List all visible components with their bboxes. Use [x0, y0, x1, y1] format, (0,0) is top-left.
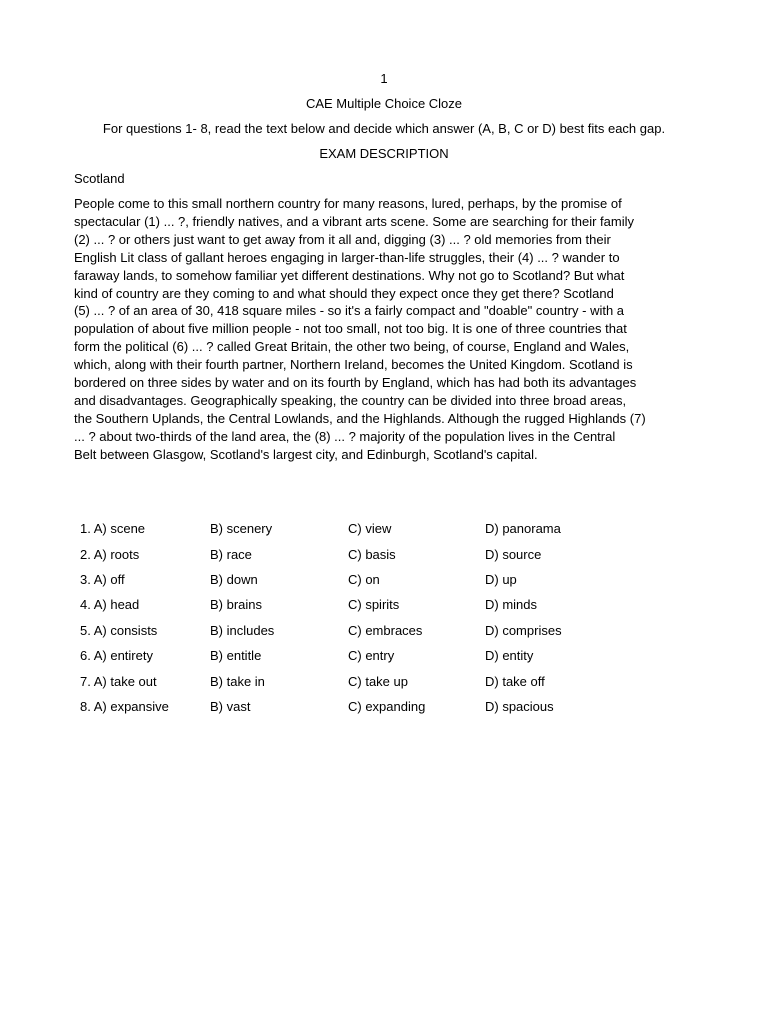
- passage-line: (2) ... ? or others just want to get away from it all and, digging (3) ... ? old memories from their: [74, 231, 611, 247]
- passage-line: English Lit class of gallant heroes engaging in larger-than-life struggles, their (4) ... ? wander to: [74, 249, 620, 265]
- option-c: C) embraces: [348, 622, 423, 638]
- option-c: C) spirits: [348, 597, 400, 613]
- option-c: C) on: [348, 571, 380, 587]
- passage-line: Belt between Glasgow, Scotland's largest city, and Edinburgh, Scotland's capital.: [74, 446, 538, 462]
- option-a: 7. A) take out: [80, 673, 157, 689]
- passage-line: faraway lands, to somehow familiar yet different destinations. Why not go to Scotland? But what: [74, 267, 625, 283]
- answer-row: [80, 618, 605, 643]
- passage-line: kind of country are they coming to and what should they expect once they get there? Scotland: [74, 285, 614, 301]
- passage-line: spectacular (1) ... ?, friendly natives, and a vibrant arts scene. Some are searching for their family: [74, 213, 634, 229]
- passage-line: which, along with their fourth partner, Northern Ireland, becomes the United Kingdom. Scotland is: [74, 357, 633, 373]
- option-b: B) entitle: [210, 648, 262, 664]
- option-b: B) race: [210, 546, 252, 562]
- option-d: D) minds: [485, 597, 538, 613]
- option-b: B) down: [210, 571, 258, 587]
- answer-row: [80, 567, 605, 592]
- passage-line: form the political (6) ... ? called Great Britain, the other two being, of course, England and Wales,: [74, 339, 630, 355]
- option-c: C) take up: [348, 673, 408, 689]
- option-a: 5. A) consists: [80, 622, 158, 638]
- option-b: B) take in: [210, 673, 265, 689]
- option-a: 6. A) entirety: [80, 648, 153, 664]
- answer-row: [80, 668, 605, 693]
- option-c: C) entry: [348, 648, 395, 664]
- option-d: D) entity: [485, 648, 534, 664]
- option-a: 2. A) roots: [80, 546, 140, 562]
- option-c: C) expanding: [348, 698, 426, 714]
- passage-line: bordered on three sides by water and on its fourth by England, which has had both its advantages: [74, 375, 637, 391]
- document-title: CAE Multiple Choice Cloze: [305, 96, 463, 111]
- passage-heading: Scotland: [74, 171, 125, 186]
- option-a: 4. A) head: [80, 597, 140, 613]
- answer-row: [80, 516, 605, 541]
- answer-row: [80, 592, 605, 617]
- option-d: D) source: [485, 546, 542, 562]
- passage-line: and disadvantages. Geographically speaking, the country can be divided into three broad areas,: [74, 392, 627, 408]
- option-b: B) brains: [210, 597, 263, 613]
- passage-line: People come to this small northern country for many reasons, lured, perhaps, by the promise of: [74, 196, 622, 211]
- instructions: For questions 1- 8, read the text below and decide which answer (A, B, C or D) best fits each gap.: [102, 121, 666, 136]
- answer-row: [80, 541, 605, 566]
- option-c: C) view: [348, 521, 392, 537]
- option-a: 1. A) scene: [80, 521, 146, 537]
- option-c: C) basis: [348, 546, 396, 562]
- option-d: D) take off: [485, 673, 545, 689]
- passage-line: (5) ... ? of an area of 30, 418 square miles - so it's a fairly compact and "doable" country - with a: [74, 303, 625, 319]
- option-b: B) includes: [210, 622, 275, 638]
- passage-line: population of about five million people - not too small, not too big. It is one of three countries that: [74, 321, 627, 337]
- option-a: 3. A) off: [80, 571, 125, 587]
- option-d: D) spacious: [485, 698, 554, 714]
- passage-line: the Southern Uplands, the Central Lowlands, and the Highlands. Although the rugged Highlands (7): [74, 410, 646, 426]
- option-a: 8. A) expansive: [80, 698, 169, 714]
- answer-row: [80, 643, 605, 668]
- passage-text: [74, 195, 699, 464]
- option-b: B) vast: [210, 698, 251, 714]
- answer-row: [80, 694, 605, 719]
- answer-options-table: [80, 516, 605, 719]
- option-d: D) comprises: [485, 622, 562, 638]
- passage-line: ... ? about two-thirds of the land area, the (8) ... ? majority of the population lives in the Central: [74, 428, 616, 444]
- page-number: 1: [380, 71, 388, 86]
- option-b: B) scenery: [210, 521, 273, 537]
- option-d: D) up: [485, 571, 517, 587]
- option-d: D) panorama: [485, 521, 561, 537]
- section-label: EXAM DESCRIPTION: [319, 146, 449, 161]
